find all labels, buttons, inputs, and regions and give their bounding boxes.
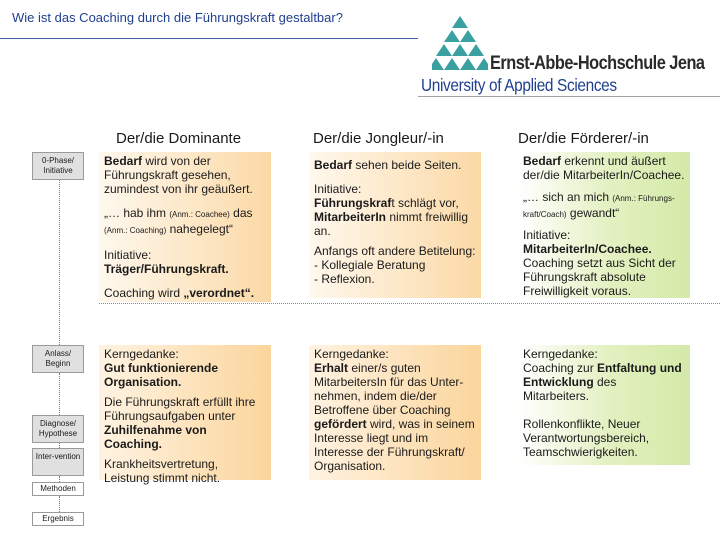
university-logo-icon — [432, 14, 488, 74]
promoter-quote: „… sich an mich (Anm.: Führungs-kraft/Coach) gewandt“ — [523, 190, 675, 220]
promoter-initiative: Initiative: MitarbeiterIn/Coachee. Coaching setzt aus Sicht der Führungskraft absolute Freiwilligkeit voraus. — [523, 228, 676, 298]
phase-connector — [59, 180, 60, 345]
juggler-initiative-cell — [309, 152, 481, 298]
university-subtitle: University of Applied Sciences — [421, 75, 617, 95]
promoter-initiative-cell — [518, 152, 690, 298]
column-header-promoter: Der/die Förderer/-in — [518, 130, 649, 147]
promoter-core-idea: Kerngedanke: Coaching zur Entfaltung und Entwicklung des Mitarbeiters. — [523, 347, 682, 403]
dominant-need: Bedarf wird von der Führungskraft gesehen, zumindest von ihr geäußert. — [104, 154, 253, 196]
juggler-need: Bedarf sehen beide Seiten. — [314, 158, 462, 172]
phase-connector — [59, 476, 60, 482]
header-divider — [0, 38, 418, 39]
juggler-initiative: Initiative: Führungskraft schlägt vor, MitarbeiterIn nimmt freiwillig an. — [314, 182, 469, 238]
dominant-initiative-cell — [99, 152, 271, 302]
dominant-coaching-ordered: Coaching wird „verordnet“. — [104, 286, 255, 300]
phase-connector — [59, 373, 60, 415]
university-name: Ernst-Abbe-Hochschule Jena — [490, 53, 705, 74]
juggler-core-cell — [309, 345, 481, 480]
dominant-duties: Die Führungskraft erfüllt ihre Führungsaufgaben unter Zuhilfenahme von Coaching. — [104, 395, 256, 451]
promoter-roles: Rollenkonflikte, Neuer Verantwortungsbereich, Teamschwierigkeiten. — [523, 417, 650, 459]
phase-label-diagnosis: Diagnose/ Hypothese — [32, 415, 84, 443]
promoter-core-cell — [518, 345, 690, 465]
column-header-juggler: Der/die Jongleur/-in — [313, 130, 444, 147]
promoter-need: Bedarf erkennt und äußert der/die MitarbeiterIn/Coachee. — [523, 154, 685, 182]
logo-divider — [418, 96, 720, 97]
phase-label-methods: Methoden — [32, 482, 84, 496]
phase-label-intervention: Inter-vention — [32, 448, 84, 476]
phase-label-result: Ergebnis — [32, 512, 84, 526]
dominant-sick: Krankheitsvertretung, Leistung stimmt nicht. — [104, 457, 221, 485]
juggler-names: Anfangs oft andere Betitelung: - Kollegiale Beratung - Reflexion. — [314, 244, 476, 286]
phase-connector — [59, 496, 60, 512]
phase-label-initiative: 0-Phase/ Initiative — [32, 152, 84, 180]
dominant-quote: „… hab ihm (Anm.: Coachee) das (Anm.: Coaching) nahegelegt“ — [104, 206, 253, 236]
dominant-initiative: Initiative: Träger/Führungskraft. — [104, 248, 229, 276]
juggler-core-idea: Kerngedanke: Erhalt einer/s guten MitarbeitersIn für das Unter-nehmen, indem die/der Betroffene über Coaching gefördert wird, was in seinem Interesse liegt und im Interesse der Führungskraft/ Organisation. — [314, 347, 475, 473]
page-title: Wie ist das Coaching durch die Führungskraft gestaltbar? — [12, 10, 343, 25]
column-header-dominant: Der/die Dominante — [116, 130, 242, 147]
phase-connector — [59, 443, 60, 448]
dominant-core-cell — [99, 345, 271, 485]
dominant-core-idea: Kerngedanke: Gut funktionierende Organisation. — [104, 347, 218, 389]
phase-label-start: Anlass/ Beginn — [32, 345, 84, 373]
row-divider — [99, 303, 720, 304]
